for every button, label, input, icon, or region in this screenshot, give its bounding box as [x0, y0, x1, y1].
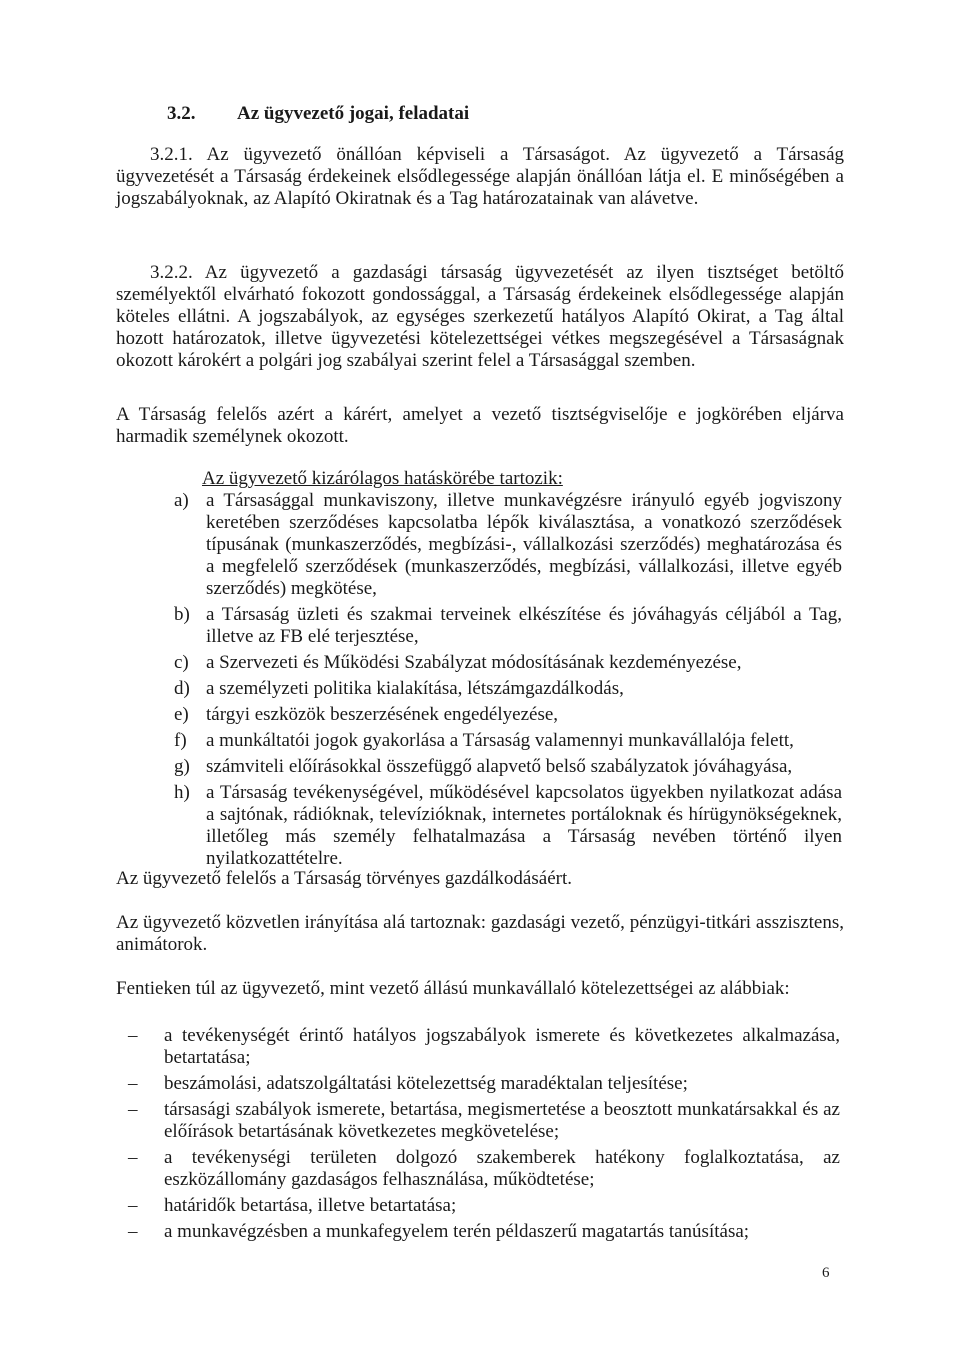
list-item: [174, 730, 842, 752]
list-item-text: a munkavégzésben a munkafegyelem terén példaszerű magatartás tanúsítása;: [164, 1221, 750, 1242]
list-item: [128, 1221, 840, 1243]
list-marker: –: [128, 1221, 138, 1242]
list-item: [174, 678, 842, 700]
list-item-text: a személyzeti politika kialakítása, létszámgazdálkodás,: [206, 678, 624, 699]
list-item: [174, 756, 842, 778]
list-item: [128, 1025, 840, 1069]
list-item-text: beszámolási, adatszolgáltatási kötelezettség maradéktalan teljesítése;: [164, 1073, 688, 1094]
list-marker: c): [174, 652, 189, 673]
list-item-text: a Társaság tevékenységével, működésével kapcsolatos ügyekben nyilatkozat adása a sajtónak, rádióknak, televízióknak, internetes portáloknak és hírügynökségeknek, illetőleg más személy felhatalmazása a Társaság nevében történő ilyen nyilatkozattételre.: [206, 782, 842, 869]
list-item: [174, 782, 842, 870]
paragraph-lawful-management: Az ügyvezető felelős a Társaság törvényes gazdálkodásáért.: [116, 868, 572, 889]
obligations-list: [128, 1025, 840, 1247]
section-heading: [167, 103, 469, 125]
list-marker: g): [174, 756, 190, 777]
list-marker: –: [128, 1099, 138, 1120]
paragraph-3-2-1: 3.2.1. Az ügyvezető önállóan képviseli a Társaságot. Az ügyvezető a Társaság ügyvezetését a Társaság érdekeinek elsődlegessége alapján önállóan látja el. E minőségében a jogszabályoknak, az Alapító Okiratnak és a Tag határozatainak van alávetve.: [116, 144, 844, 209]
exclusive-competence-list: [174, 490, 842, 874]
page-number: 6: [822, 1265, 830, 1281]
list-item-text: tárgyi eszközök beszerzésének engedélyezése,: [206, 704, 559, 725]
list-item-text: számviteli előírásokkal összefüggő alapvető belső szabályzatok jóváhagyása,: [206, 756, 793, 777]
list-marker: h): [174, 782, 190, 803]
list-item: [174, 490, 842, 600]
list-item-text: társasági szabályok ismerete, betartása, megismertetése a beosztott munkatársakkal és az előírások betartásának következetes megkövetelése;: [164, 1099, 840, 1142]
list-item: [174, 704, 842, 726]
list-item-text: határidők betartása, illetve betartatása;: [164, 1195, 457, 1216]
list-item-text: a Társaság üzleti és szakmai terveinek elkészítése és jóváhagyás céljából a Tag, illetve az FB elé terjesztése,: [206, 604, 842, 647]
list-item: [174, 652, 842, 674]
paragraph-direct-reports: Az ügyvezető közvetlen irányítása alá tartoznak: gazdasági vezető, pénzügyi-titkári asszisztens, animátorok.: [116, 912, 844, 955]
list-marker: a): [174, 490, 189, 511]
list-item: [174, 604, 842, 648]
list-marker: –: [128, 1025, 138, 1046]
paragraph-liability: A Társaság felelős azért a kárért, amelyet a vezető tisztségviselője e jogkörében eljárva harmadik személynek okozott.: [116, 404, 844, 447]
list-marker: b): [174, 604, 190, 625]
paragraph-3-2-2: 3.2.2. Az ügyvezető a gazdasági társaság ügyvezetését az ilyen tisztséget betöltő személyektől elvárható fokozott gondossággal, a Társaság érdekeinek elsődlegessége alapján köteles ellátni. A jogszabályok, az egységes szerkezetű hatályos Alapító Okirat, a Tag által hozott határozatok, illetve ügyvezetési kötelezettségei vétkes megszegésével a Társaságnak okozott károkért a polgári jog szabályai szerint felel a Társasággal szemben.: [116, 262, 844, 371]
section-number: 3.2.: [167, 103, 196, 124]
list-marker: –: [128, 1147, 138, 1168]
list-item-text: a tevékenységét érintő hatályos jogszabályok ismerete és következetes alkalmazása, betartatása;: [164, 1025, 840, 1068]
list-item: [128, 1073, 840, 1095]
list-item-text: a Szervezeti és Működési Szabályzat módosításának kezdeményezése,: [206, 652, 742, 673]
list-marker: –: [128, 1195, 138, 1216]
list-item-text: a Társasággal munkaviszony, illetve munkavégzésre irányuló egyéb jogviszony keretében szerződéses kapcsolatba lépők kiválasztása, a vonatkozó szerződések típusának (munkaszerződés, megbízási-, vállalkozási szerződés) meghatározása és a megfelelő szerződések (munkaszerződés, megbízási, vállalkozási, illetve egyéb szerződés) megkötése,: [206, 490, 842, 599]
list-item: [128, 1147, 840, 1191]
exclusive-competence-heading: Az ügyvezető kizárólagos hatáskörébe tartozik:: [202, 468, 563, 489]
list-marker: –: [128, 1073, 138, 1094]
list-marker: d): [174, 678, 190, 699]
list-item-text: a tevékenységi területen dolgozó szakemberek hatékony foglalkoztatása, az eszközállomány gazdaságos felhasználása, működtetése;: [164, 1147, 840, 1190]
list-item-text: a munkáltatói jogok gyakorlása a Társaság valamennyi munkavállalója felett,: [206, 730, 794, 751]
list-marker: e): [174, 704, 189, 725]
section-title: Az ügyvezető jogai, feladatai: [237, 103, 470, 124]
list-item: [128, 1195, 840, 1217]
list-item: [128, 1099, 840, 1143]
list-marker: f): [174, 730, 187, 751]
paragraph-obligations-intro: Fentieken túl az ügyvezető, mint vezető állású munkavállaló kötelezettségei az alábbiak:: [116, 978, 790, 999]
